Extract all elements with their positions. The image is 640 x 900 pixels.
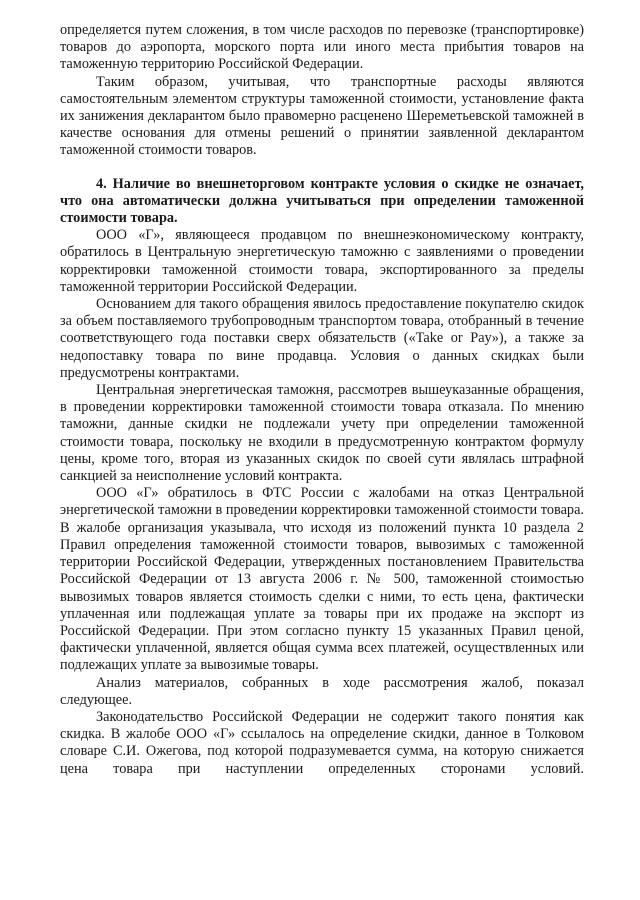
section-heading-discount: 4. Наличие во внешнеторговом контракте условия о скидке не означает, что она автоматически должна учитываться при определении таможенной стоимости товара.: [60, 175, 584, 227]
paragraph-company-appeal: ООО «Г», являющееся продавцом по внешнеэкономическому контракту, обратилось в Центральную энергетическую таможню с заявлениями о проведении корректировки таможенной стоимости товара, экспортированного за пределы таможенной территории Российской Федерации.: [60, 227, 584, 295]
paragraph-conclusion-transport: Таким образом, учитывая, что транспортные расходы являются самостоятельным элементом структуры таможенной стоимости, установление факта их занижения декларантом было правомерно расценено Шереметьевской таможней в качестве основания для отмены решений о принятии заявленной декларантом таможенной стоимости товаров.: [60, 73, 584, 159]
paragraph-legislation: Законодательство Российской Федерации не содержит такого понятия как скидка. В жалобе ООО «Г» ссылалось на определение скидки, данное в Толковом словаре С.И. Ожегова, под которой подразумевается сумма, на которую снижается цена товара при наступлении определенных сторонами условий.: [60, 708, 584, 777]
document-page: [60, 22, 584, 778]
paragraph-analysis: Анализ материалов, собранных в ходе рассмотрения жалоб, показал следующее.: [60, 674, 584, 708]
paragraph-customs-refusal: Центральная энергетическая таможня, рассмотрев вышеуказанные обращения, в проведении корректировки таможенной стоимости товара отказала. По мнению таможни, данные скидки не подлежали учету при определении таможенной стоимости товара, поскольку не входили в предусмотренную контрактом формулу цены, кроме того, вторая из указанных скидок по своей сути являлась штрафной санкцией за неисполнение условий контракта.: [60, 382, 584, 485]
paragraph-transport-costs-continuation: определяется путем сложения, в том числе расходов по перевозке (транспортировке) товаров до аэропорта, морского порта или иного места прибытия товаров на таможенную территорию Российской Федерации.: [60, 22, 584, 73]
paragraph-complaint: ООО «Г» обратилось в ФТС России с жалобами на отказ Центральной энергетической таможни в проведении корректировки таможенной стоимости товара. В жалобе организация указывала, что исходя из положений пункта 10 раздела 2 Правил определения таможенной стоимости товаров, вывозимых с таможенной территории Российской Федерации, утвержденных постановлением Правительства Российской Федерации от 13 августа 2006 г. № 500, таможенной стоимостью вывозимых товаров является стоимость сделки с ними, то есть цена, фактически уплаченная или подлежащая уплате за товары при их продаже на экспорт из Российской Федерации. При этом согласно пункту 15 указанных Правил ценой, фактически уплаченной, является общая сумма всех платежей, осуществленных или подлежащих уплате за вывозимые товары.: [60, 485, 584, 674]
paragraph-grounds: Основанием для такого обращения явилось предоставление покупателю скидок за объем поставляемого трубопроводным транспортом товара, отобранный в течение соответствующего года поставки сверх обязательств («Take or Pay»), а также за недопоставку товара по вине продавца. Условия о данных скидках были предусмотрены контрактами.: [60, 296, 584, 381]
